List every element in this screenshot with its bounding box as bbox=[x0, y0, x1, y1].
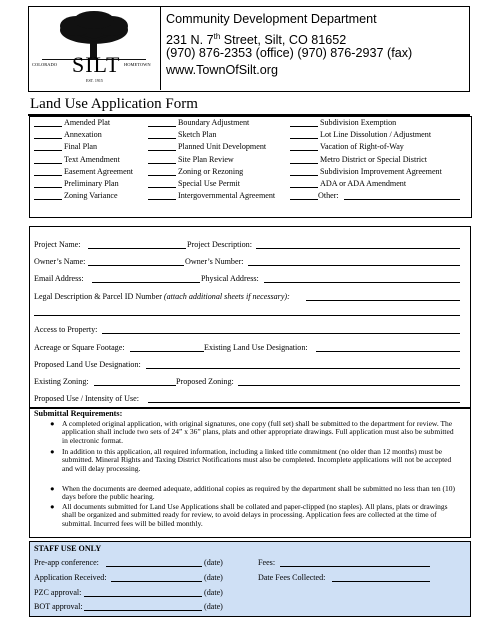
existing-zoning-label: Existing Zoning: bbox=[34, 377, 89, 386]
checkbox-line[interactable] bbox=[148, 187, 176, 188]
form-title: Land Use Application Form bbox=[30, 96, 198, 112]
preapp-label: Pre-app conference: bbox=[34, 558, 99, 567]
project-description-label: Project Description: bbox=[187, 240, 252, 249]
checkbox-line[interactable] bbox=[34, 199, 62, 200]
checkbox-line[interactable] bbox=[34, 175, 62, 176]
checkbox-line[interactable] bbox=[148, 126, 176, 127]
checklist-label: ADA or ADA Amendment bbox=[320, 179, 407, 188]
logo-sub-caption: EST. 1915 bbox=[86, 78, 103, 83]
checklist-label: Amended Plat bbox=[64, 118, 111, 127]
bullet-icon: ● bbox=[50, 447, 55, 456]
checklist-label: Site Plan Review bbox=[178, 154, 234, 164]
checkbox-line[interactable] bbox=[148, 175, 176, 176]
bot-field[interactable] bbox=[84, 610, 202, 611]
checkbox-line[interactable] bbox=[290, 150, 318, 151]
submittal-bullet: When the documents are deemed adequate, additional copies as required by the department shall be submitted no less than ten (10) days before the public hearing. bbox=[62, 484, 455, 502]
dept-phone: (970) 876-2353 (office) (970) 876-2937 (fax) bbox=[166, 46, 413, 60]
legal-desc-note: (attach additional sheets if necessary): bbox=[163, 292, 290, 301]
date-fees-label: Date Fees Collected: bbox=[258, 573, 326, 582]
checklist-label: Subdivision Improvement Agreement bbox=[320, 166, 442, 176]
legal-description-label bbox=[34, 292, 290, 302]
checklist-label: Subdivision Exemption bbox=[320, 118, 397, 127]
checklist-label: Text Amendment bbox=[64, 154, 120, 164]
existing-zoning-field[interactable] bbox=[94, 385, 176, 386]
bot-label: BOT approval: bbox=[34, 602, 83, 611]
owners-number-field[interactable] bbox=[248, 265, 460, 266]
project-name-field[interactable] bbox=[88, 248, 186, 249]
existing-designation-field[interactable] bbox=[316, 351, 460, 352]
preapp-field[interactable] bbox=[106, 566, 202, 567]
owners-name-field[interactable] bbox=[88, 265, 184, 266]
dept-name: Community Development Department bbox=[166, 12, 377, 26]
checklist-label: Annexation bbox=[64, 130, 102, 140]
email-label: Email Address: bbox=[34, 274, 84, 283]
checklist-label: Other: bbox=[318, 191, 339, 201]
project-info-box bbox=[29, 226, 471, 408]
submittal-bullet: In addition to this application, all required information, including a linked title commitment (no older than 12 months) must be submitted. Mineral Rights and Taxing District Notifications must also be completed. Incomplete applications will not be accepted and will delay processing. bbox=[62, 447, 452, 473]
pzc-date-label: (date) bbox=[204, 588, 223, 597]
existing-designation-label: Existing Land Use Designation: bbox=[204, 343, 308, 352]
checkbox-line[interactable] bbox=[290, 187, 318, 188]
checklist-label: Sketch Plan bbox=[178, 130, 217, 140]
legal-desc-text: Legal Description & Parcel ID Number bbox=[34, 292, 164, 301]
checklist-label: Planned Unit Development bbox=[178, 142, 267, 152]
access-label: Access to Property: bbox=[34, 325, 98, 334]
town-logo bbox=[32, 8, 156, 88]
address-part: Street, Silt, CO 81652 bbox=[220, 33, 347, 48]
fees-field[interactable] bbox=[280, 566, 430, 567]
checkbox-line[interactable] bbox=[290, 138, 318, 139]
other-field[interactable] bbox=[344, 199, 460, 200]
checkbox-line[interactable] bbox=[34, 187, 62, 188]
bot-date-label: (date) bbox=[204, 602, 223, 611]
email-field[interactable] bbox=[92, 282, 200, 283]
checkbox-line[interactable] bbox=[290, 175, 318, 176]
pzc-label: PZC approval: bbox=[34, 588, 82, 597]
checklist-label: Vacation of Right-of-Way bbox=[320, 142, 404, 152]
staff-heading: STAFF USE ONLY bbox=[34, 544, 102, 553]
checklist-label: Easement Agreement bbox=[64, 166, 133, 176]
physical-address-label: Physical Address: bbox=[201, 274, 259, 283]
logo-left-caption: COLORADO bbox=[32, 62, 58, 67]
date-fees-field[interactable] bbox=[332, 581, 430, 582]
checkbox-line[interactable] bbox=[148, 138, 176, 139]
checkbox-line[interactable] bbox=[148, 199, 176, 200]
proposed-use-field[interactable] bbox=[148, 402, 460, 403]
submittal-bullet: All documents submitted for Land Use Applications shall be collated and paper-clipped (no staples). All plans, plats or drawings shall be organized and submitted ready for review, to avoid delays in processing. Application fees are collected at the time of submittal. Incurred fees will be billed monthly. bbox=[62, 502, 448, 528]
fees-label: Fees: bbox=[258, 558, 276, 567]
bullet-icon: ● bbox=[50, 419, 55, 428]
submittal-bullet: A completed original application, with original signatures, one copy (full set) shall be submitted to the department for review. The application shall include two sets of 24” x 36” plans, plats and other appropriate drawings. Full application must also be submitted in electronic format. bbox=[62, 419, 454, 445]
checkbox-line[interactable] bbox=[148, 163, 176, 164]
checkbox-line[interactable] bbox=[290, 163, 318, 164]
received-date-label: (date) bbox=[204, 573, 223, 582]
checkbox-line[interactable] bbox=[148, 150, 176, 151]
physical-address-field[interactable] bbox=[264, 282, 460, 283]
checklist-label: Boundary Adjustment bbox=[178, 118, 250, 127]
received-field[interactable] bbox=[111, 581, 202, 582]
bullet-icon: ● bbox=[50, 484, 55, 493]
proposed-zoning-field[interactable] bbox=[238, 385, 460, 386]
proposed-designation-field[interactable] bbox=[146, 368, 460, 369]
checklist-label: Final Plan bbox=[64, 142, 98, 152]
received-label: Application Received: bbox=[34, 573, 107, 582]
checklist-label: Zoning or Rezoning bbox=[178, 166, 244, 176]
proposed-designation-label: Proposed Land Use Designation: bbox=[34, 360, 141, 369]
checkbox-line[interactable] bbox=[34, 138, 62, 139]
checklist-label: Intergovernmental Agreement bbox=[178, 191, 276, 201]
checkbox-line[interactable] bbox=[34, 150, 62, 151]
project-description-field[interactable] bbox=[256, 248, 460, 249]
owners-number-label: Owner’s Number: bbox=[185, 257, 244, 266]
proposed-use-label: Proposed Use / Intensity of Use: bbox=[34, 394, 139, 403]
legal-description-field-line2[interactable] bbox=[34, 315, 460, 316]
header-divider bbox=[160, 6, 161, 90]
pzc-field[interactable] bbox=[84, 596, 202, 597]
checkbox-line[interactable] bbox=[34, 163, 62, 164]
address-part: 231 N. 7 bbox=[166, 33, 214, 48]
checkbox-line[interactable] bbox=[290, 199, 318, 200]
dept-website[interactable]: www.TownOfSilt.org bbox=[166, 63, 278, 77]
owners-name-label: Owner’s Name: bbox=[34, 257, 86, 266]
legal-description-field[interactable] bbox=[306, 300, 460, 301]
acreage-field[interactable] bbox=[130, 351, 204, 352]
submittal-heading: Submittal Requirements: bbox=[34, 409, 123, 418]
checklist-label: Special Use Permit bbox=[178, 179, 241, 188]
proposed-zoning-label: Proposed Zoning: bbox=[176, 377, 234, 386]
bullet-icon: ● bbox=[50, 502, 55, 511]
address-sup: th bbox=[213, 32, 221, 41]
checkbox-line[interactable] bbox=[34, 126, 62, 127]
checklist-label: Zoning Variance bbox=[64, 191, 118, 201]
acreage-label: Acreage or Square Footage: bbox=[34, 343, 125, 352]
checkbox-line[interactable] bbox=[290, 126, 318, 127]
checklist-label: Preliminary Plan bbox=[64, 179, 119, 188]
checklist-label: Metro District or Special District bbox=[320, 154, 427, 164]
checklist-label: Lot Line Dissolution / Adjustment bbox=[320, 130, 432, 140]
project-name-label: Project Name: bbox=[34, 240, 81, 249]
logo-right-caption: HOMETOWN bbox=[124, 62, 151, 67]
access-field[interactable] bbox=[102, 333, 460, 334]
logo-wordmark: SILT bbox=[72, 52, 121, 77]
preapp-date-label: (date) bbox=[204, 558, 223, 567]
